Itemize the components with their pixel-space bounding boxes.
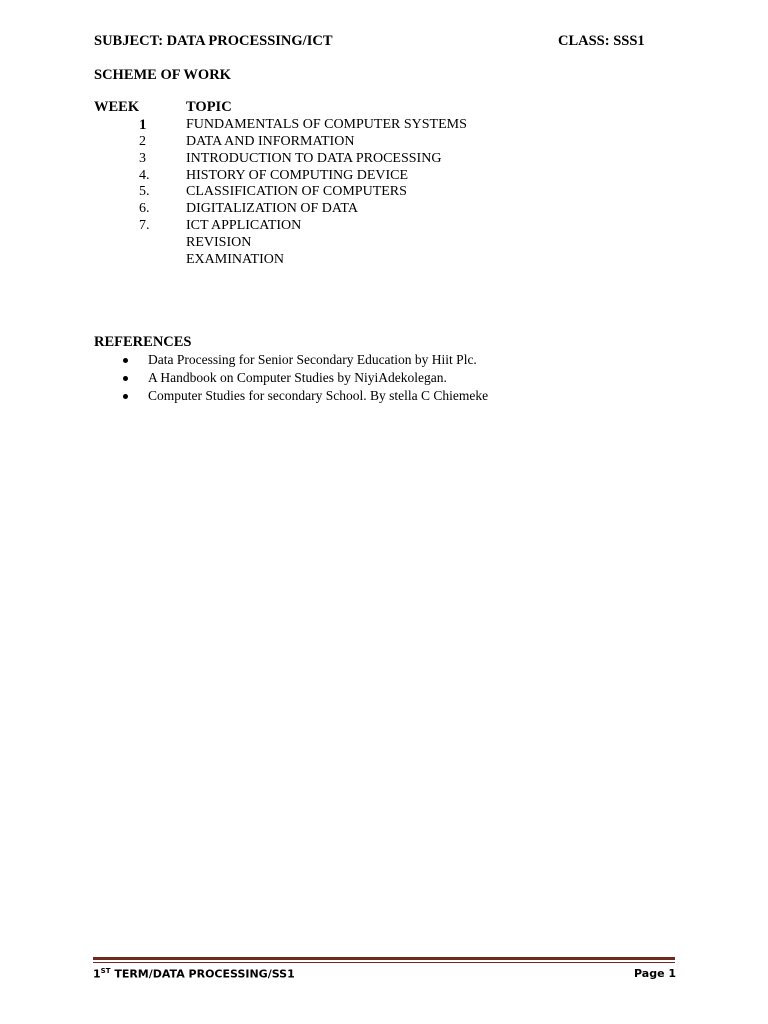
table-row (0, 218, 768, 235)
reference-text: Data Processing for Senior Secondary Education by Hiit Plc. (148, 352, 477, 367)
references-list (0, 352, 768, 406)
week-number: 5. (139, 184, 150, 199)
footer-rule-thin (93, 962, 675, 963)
footer-term-text: TERM/DATA PROCESSING/SS1 (110, 967, 295, 981)
footer-term (93, 967, 295, 981)
topic-text: EXAMINATION (186, 252, 284, 267)
footer-rule-thick (93, 957, 675, 960)
table-row (0, 252, 768, 269)
table-row (0, 184, 768, 201)
table-row (0, 117, 768, 134)
page-number: Page 1 (634, 967, 677, 980)
table-row (0, 235, 768, 252)
bullet-icon (123, 394, 128, 399)
table-row (0, 201, 768, 218)
topic-text: DIGITALIZATION OF DATA (186, 201, 358, 216)
list-item (0, 352, 768, 370)
topic-text: HISTORY OF COMPUTING DEVICE (186, 168, 409, 183)
footer-term-number: 1 (93, 967, 101, 981)
topic-text: FUNDAMENTALS OF COMPUTER SYSTEMS (186, 117, 467, 132)
bullet-icon (123, 376, 128, 381)
table-row (0, 134, 768, 151)
topic-text: CLASSIFICATION OF COMPUTERS (186, 184, 407, 199)
week-number: 7. (139, 218, 150, 233)
topic-text: INTRODUCTION TO DATA PROCESSING (186, 151, 442, 166)
week-number: 6. (139, 201, 150, 216)
reference-text: A Handbook on Computer Studies by NiyiAdekolegan. (148, 370, 447, 385)
table-row (0, 151, 768, 168)
week-column-header: WEEK (94, 99, 140, 115)
reference-text: Computer Studies for secondary School. By stella C Chiemeke (148, 388, 489, 403)
list-item (0, 370, 768, 388)
class-heading: CLASS: SSS1 (558, 33, 645, 49)
topic-text: ICT APPLICATION (186, 218, 302, 233)
week-number: 1 (139, 117, 147, 133)
topic-text: DATA AND INFORMATION (186, 134, 355, 149)
topic-text: REVISION (186, 235, 252, 250)
list-item (0, 388, 768, 406)
page-title: SCHEME OF WORK (94, 67, 231, 83)
week-number: 2 (139, 134, 146, 149)
footer-term-suffix: ST (100, 967, 111, 975)
references-heading: REFERENCES (94, 334, 192, 350)
week-number: 3 (139, 151, 146, 166)
topic-column-header: TOPIC (186, 99, 232, 115)
subject-heading: SUBJECT: DATA PROCESSING/ICT (94, 33, 333, 49)
bullet-icon (123, 358, 128, 363)
table-row (0, 168, 768, 185)
week-number: 4. (139, 168, 150, 183)
